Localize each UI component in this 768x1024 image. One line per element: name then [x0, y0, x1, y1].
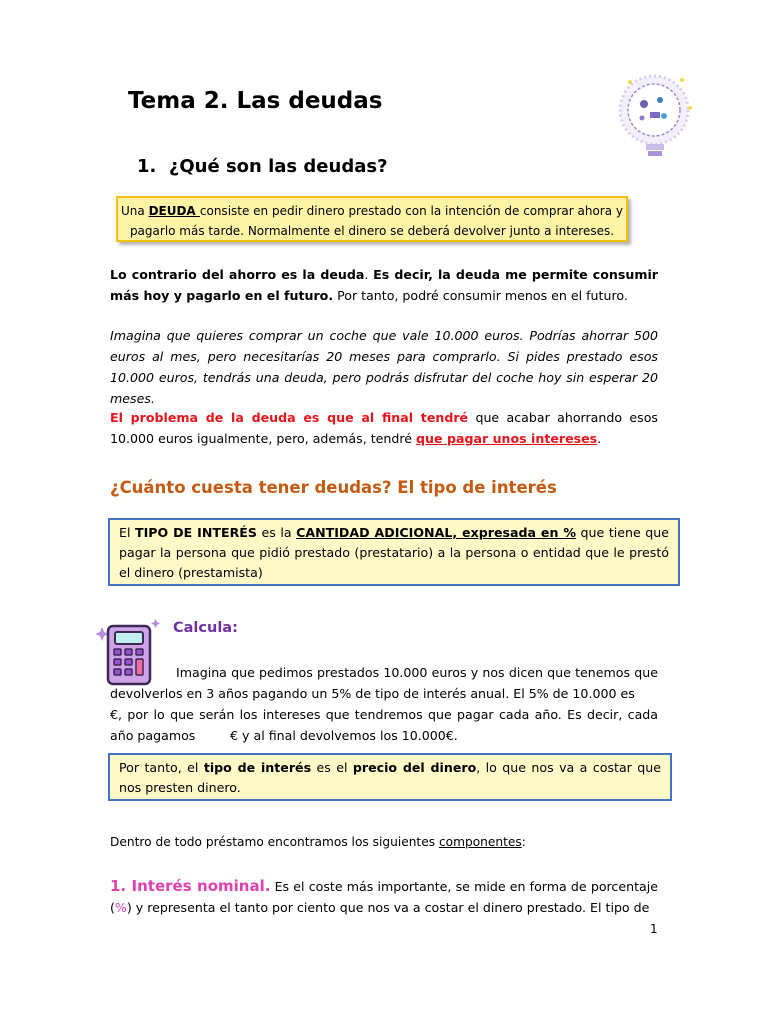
text: Por tanto, podré consumir menos en el futuro. — [333, 288, 628, 303]
price-of-money-box — [108, 753, 672, 801]
calcula-label: Calcula: — [173, 620, 238, 636]
bold-text: precio del dinero — [352, 760, 477, 775]
text: que acabar ahorrando esos 10.000 euros igualmente, pero, además, tendré — [110, 410, 658, 446]
definition-box — [116, 196, 628, 242]
calcula-line3: € y al final devolvemos los 10.000€. — [230, 728, 458, 743]
red-text: El problema de la deuda es que al final tendré — [110, 410, 469, 425]
components-line — [110, 832, 658, 853]
red-underlined-text: que pagar unos intereses — [416, 431, 598, 446]
text: que tiene que pagar la persona que pidió prestado (prestatario) a la persona o entidad que le prestó el dinero (prestamista) — [119, 525, 670, 580]
underlined-text: componentes — [438, 835, 522, 849]
definition-text: consiste en pedir dinero prestado con la intención de comprar ahora y pagarlo más tarde. Normalmente el dinero se deberá devolver junto a intereses. — [129, 204, 623, 238]
text: es la — [256, 525, 297, 540]
section-number: 1. — [137, 156, 157, 177]
nominal-heading: 1. Interés nominal. — [110, 877, 271, 895]
text: Es el coste más importante, se mide en forma de porcentaje ( — [110, 879, 658, 915]
percent-symbol: % — [114, 900, 127, 915]
interest-definition-box — [108, 518, 680, 586]
paragraph-problem — [110, 407, 658, 449]
section-title: ¿Qué son las deudas? — [168, 156, 388, 177]
calcula-line2: €, por lo que serán los intereses que tendremos que pagar cada año. Es decir, cada año pagamos — [110, 707, 658, 743]
section-heading-2: ¿Cuánto cuesta tener deudas? El tipo de interés — [110, 478, 557, 497]
text: Por tanto, el — [119, 760, 204, 775]
text: . — [364, 267, 374, 282]
text: El — [119, 525, 136, 540]
bold-text: tipo de interés — [203, 760, 312, 775]
definition-keyword: DEUDA — [148, 204, 200, 218]
text: . — [597, 431, 602, 446]
bold-underlined-text: CANTIDAD ADICIONAL, expresada en % — [296, 525, 576, 540]
bold-text: Lo contrario del ahorro es la deuda — [110, 267, 365, 282]
page-title: Tema 2. Las deudas — [128, 88, 383, 114]
definition-text: Una — [121, 204, 149, 218]
calcula-line1: Imagina que pedimos prestados 10.000 euros y nos dicen que tenemos que devolverlos en 3 años pagando un 5% de tipo de interés anual. El 5% de 10.000 es — [110, 665, 658, 701]
text: Dentro de todo préstamo encontramos los siguientes — [110, 835, 439, 849]
paragraph-example: Imagina que quieres comprar un coche que vale 10.000 euros. Podrías ahorrar 500 euros al mes, pero necesitarías 20 meses para comprarlo. Si pides prestado esos 10.000 euros, tendrás una deuda, pero podrás disfrutar del coche hoy sin esperar 20 meses. — [110, 328, 658, 406]
section-heading-1 — [137, 156, 388, 177]
text: : — [521, 835, 526, 849]
text: , lo que nos va a costar que nos presten dinero. — [119, 760, 661, 795]
text: es el — [311, 760, 353, 775]
bold-text: Es decir, la deuda me permite consumir más hoy y pagarlo en el futuro. — [110, 267, 658, 303]
page-number: 1 — [650, 922, 658, 936]
bold-text: TIPO DE INTERÉS — [135, 525, 257, 540]
paragraph-contrary — [110, 264, 658, 306]
lightbulb-icon — [600, 68, 710, 164]
nominal-interest-paragraph — [110, 876, 658, 918]
text: ) y representa el tanto por ciento que nos va a costar el dinero prestado. El tipo de — [126, 900, 650, 915]
